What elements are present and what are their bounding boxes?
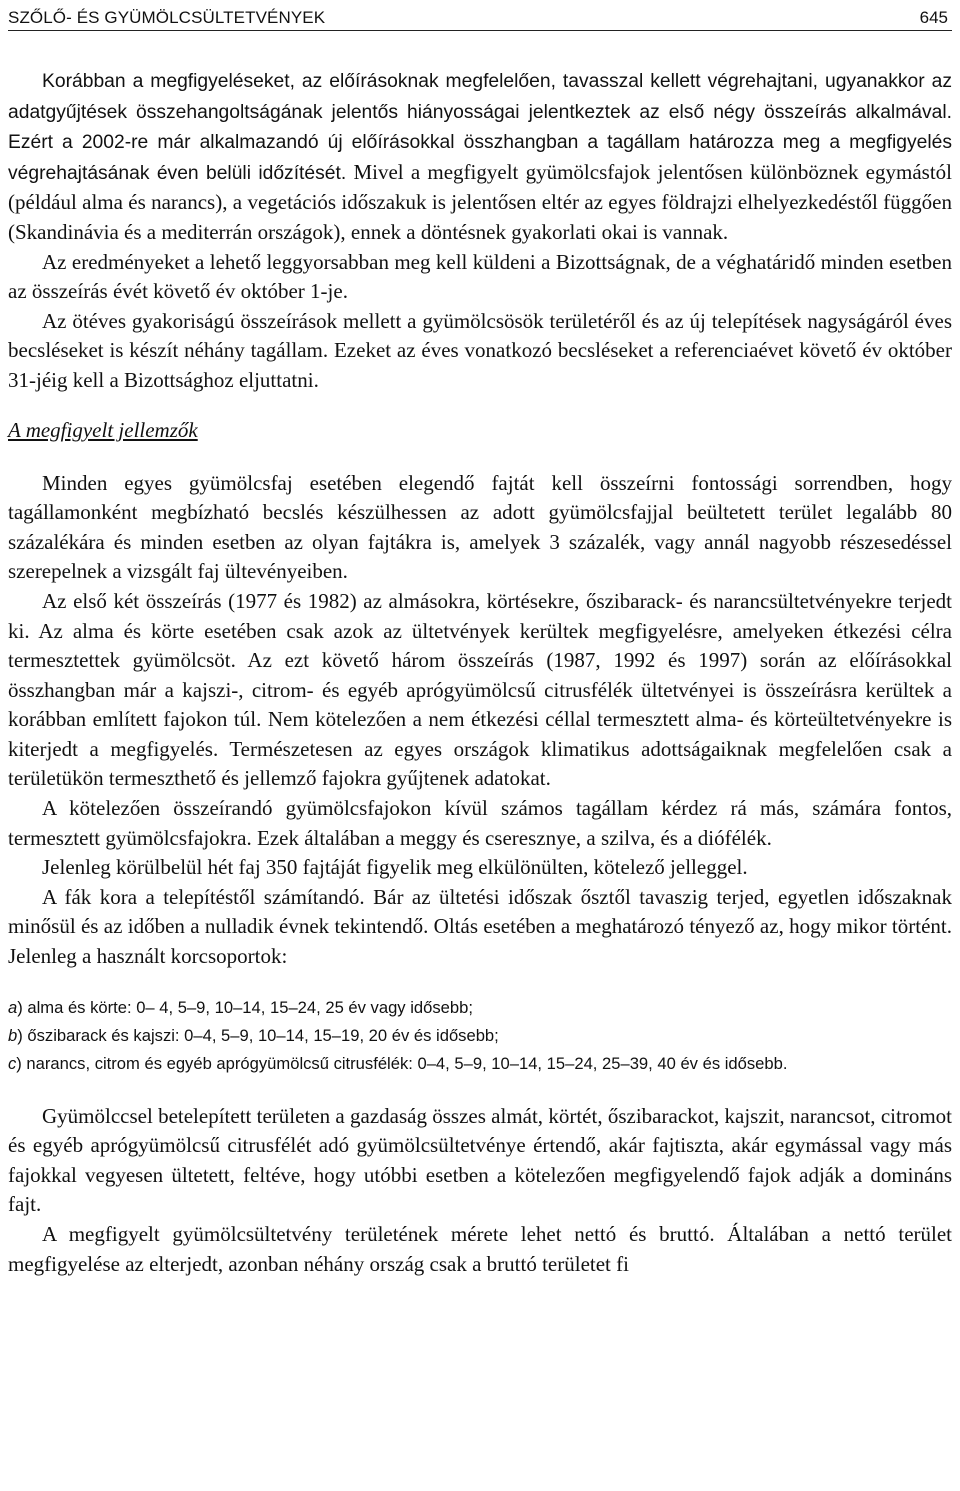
list-item xyxy=(8,1050,952,1078)
paragraph: Az első két összeírás (1977 és 1982) az almásokra, körtésekre, őszibarack- és narancsültetvényekre terjedt ki. Az alma és körte esetében csak azok az ültetvények kerültek megfigyelésre, amelyeken étkezési célra termesztettek gyümölcsöt. Az ezt követő három összeírás (1987, 1992 és 1997) során az előírásokkal összhangban már a kajszi-, citrom- és egyéb aprógyümölcsű citrusfélék ültetvényei is összeírásra kerültek a korábban említett fajokon túl. Nem kötelezően a nem étkezési céllal termesztett alma- és körteültetvényekre is kiterjedt a megfigyelés. Természetesen az egyes országok klimatikus adottságaiknak megfelelően csak a területükön termeszthető és jellemző fajokra gyűjtenek adatokat. xyxy=(8,588,952,791)
list-item-key: b xyxy=(8,1025,18,1045)
paragraph: Gyümölccsel betelepített területen a gazdaság összes almát, körtét, őszibarackot, kajszit, narancsot, citromot és egyéb aprógyümölcsű citrusfélét adó gyümölcsültetvénye értendő, akár fajtiszta, akár egymással vagy más fajokkal vegyesen ültetett, feltéve, hogy utóbbi esetben a kötelezően megfigyelendő fajok adják a domináns fajt. xyxy=(8,1103,952,1217)
paragraph xyxy=(8,66,952,248)
header-title: SZŐLŐ- ÉS GYÜMÖLCSÜLTETVÉNYEK xyxy=(8,8,326,27)
document-page xyxy=(8,0,952,1491)
list-item-text: ) narancs, citrom és egyéb aprógyümölcsű citrusfélék: 0–4, 5–9, 10–14, 15–24, 25–39, 40 év és idősebb. xyxy=(16,1053,788,1073)
paragraph-text: Korábban a megfigyeléseket, az előírásoknak megfelelően, tavasszal kellett végrehajtani, ugyanakkor az adatgyűjtések összehangoltságának jelentős hiányosságai jelentkeztek az első négy összeírás alkalmával. Ezért a 2002-re már alkalmazandó új előírásokkal összhangban a tagállam határozza meg a megfigyelés végrehajtásának éven belüli időzítését. xyxy=(8,71,952,184)
list-item-key: a xyxy=(8,997,18,1017)
age-group-list xyxy=(8,994,952,1078)
paragraph: Minden egyes gyümölcsfaj esetében elegendő fajtát kell összeírni fontossági sorrendben, hogy tagállamonként megbízható becslés készülhessen az adott gyümölcsfajjal beültetett terület legalább 80 százalékára és minden esetben az olyan fajtákra is, amelyek 3 százalék, vagy annál nagyobb részesedéssel szerepelnek a vizsgált faj ültevényeiben. xyxy=(8,470,952,584)
list-item-text: ) alma és körte: 0– 4, 5–9, 10–14, 15–24, 25 év vagy idősebb; xyxy=(17,997,473,1017)
paragraph: Jelenleg körülbelül hét faj 350 fajtáját figyelik meg elkülönülten, kötelező jelleggel. xyxy=(42,855,748,880)
list-item xyxy=(8,1022,952,1050)
paragraph: A megfigyelt gyümölcsültetvény területének mérete lehet nettó és bruttó. Általában a nettó terület megfigyelése az elterjedt, azonban néhány ország csak a bruttó területet fi xyxy=(8,1222,952,1276)
paragraph-text: Mivel a megfigyelt gyümölcsfajok jelentősen különböznek egymástól (például alma és narancs), a vegetációs időszakuk is jelentősen eltér az egyes földrajzi elhelyezkedéstől függően (Skandinávia és a mediterrán országok), ennek a döntésnek gyakorlati okai is vannak. xyxy=(8,159,953,244)
section-heading: A megfigyelt jellemzők xyxy=(8,417,198,442)
paragraph: A fák kora a telepítéstől számítandó. Bár az ültetési időszak ősztől tavaszig terjed, egyetlen időszaknak minősül és az időben a nulladik évnek tekintendő. Oltás esetében a meghatározó tényező az, hogy mikor történt. Jelenleg a használt korcsoportok: xyxy=(8,884,952,969)
paragraph: Az eredményeket a lehető leggyorsabban meg kell küldeni a Bizottságnak, de a véghatáridő minden esetben az összeírás évét követő év október 1-je. xyxy=(8,249,952,304)
list-item-text: ) őszibarack és kajszi: 0–4, 5–9, 10–14, 15–19, 20 év és idősebb; xyxy=(17,1025,499,1045)
list-item xyxy=(8,994,952,1022)
running-header xyxy=(8,6,952,31)
list-item-key: c xyxy=(8,1053,17,1073)
paragraph: Az ötéves gyakoriságú összeírások mellett a gyümölcsösök területéről és az új telepítések nagyságáról éves becsléseket is készít néhány tagállam. Ezeket az éves vonatkozó becsléseket a referenciaévet követő év október 31-jéig kell a Bizottsághoz eljuttatni. xyxy=(8,308,952,392)
document-body xyxy=(8,66,952,1279)
paragraph: A kötelezően összeírandó gyümölcsfajokon kívül számos tagállam kérdez rá más, számára fontos, termesztett gyümölcsfajokra. Ezek általában a meggy és cseresznye, a szilva, és a diófélék. xyxy=(8,796,952,850)
page-number: 645 xyxy=(919,8,948,27)
